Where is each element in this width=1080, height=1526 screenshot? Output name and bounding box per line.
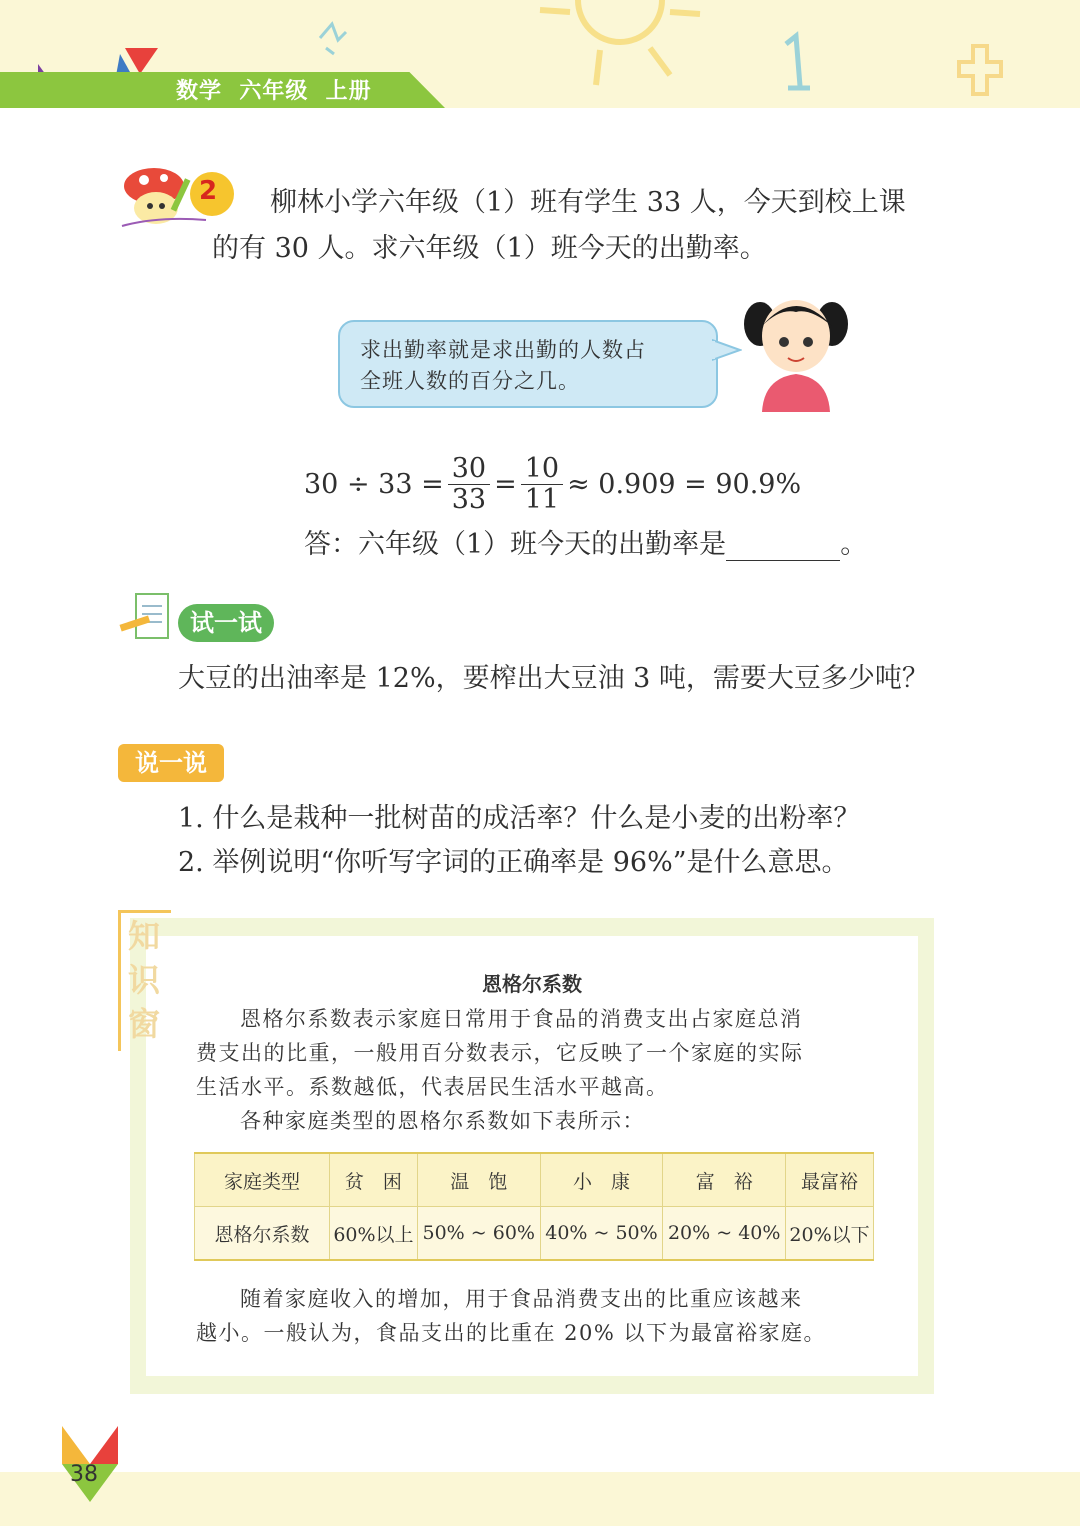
bubble-line2: 全班人数的百分之几。 xyxy=(360,369,580,393)
frac1-numerator: 30 xyxy=(448,454,490,485)
example-line1: 柳林小学六年级（1）班有学生 33 人，今天到校上课 xyxy=(270,187,906,218)
say-item-1: 1. 什么是栽种一批树苗的成活率？什么是小麦的出粉率？ xyxy=(178,803,861,834)
para3-line: 随着家庭收入的增加，用于食品消费支出的比重应该越来 xyxy=(240,1287,803,1311)
calc-lhs: 30 ÷ 33 = xyxy=(304,469,444,500)
frac2-denominator: 11 xyxy=(524,484,560,515)
calc-rest: ≈ 0.909 = 90.9% xyxy=(567,469,802,500)
table-header-cell: 最富裕 xyxy=(786,1153,874,1207)
say-badge: 说一说 xyxy=(118,744,224,782)
star-doodle-icon xyxy=(312,18,352,58)
table-row xyxy=(195,1207,874,1261)
header-title: 数学 六年级 上册 xyxy=(176,79,372,104)
knowledge-label-char: 知 xyxy=(127,917,160,955)
notebook-pencil-icon xyxy=(118,590,174,646)
calculation xyxy=(304,454,801,515)
para1-line: 费支出的比重，一般用百分数表示，它反映了一个家庭的实际 xyxy=(196,1041,804,1065)
table-cell: 20%以下 xyxy=(786,1207,874,1261)
table-header-row xyxy=(195,1153,874,1207)
girl-character-icon xyxy=(740,286,850,412)
fraction-10-11 xyxy=(521,454,563,515)
table-header-cell: 家庭类型 xyxy=(195,1153,330,1207)
para1-line: 生活水平。系数越低，代表居民生活水平越高。 xyxy=(196,1075,669,1099)
one-doodle-icon xyxy=(780,30,820,94)
sun-doodle-icon xyxy=(520,0,720,90)
try-question: 大豆的出油率是 12%，要榨出大豆油 3 吨，需要大豆多少吨？ xyxy=(178,663,929,694)
table-cell: 20% ~ 40% xyxy=(663,1207,786,1261)
table-cell: 40% ~ 50% xyxy=(540,1207,663,1261)
para3-line: 越小。一般认为，食品支出的比重在 20% 以下为最富裕家庭。 xyxy=(196,1321,827,1345)
plus-doodle-icon xyxy=(955,42,1005,98)
table-header-cell: 小 康 xyxy=(540,1153,663,1207)
knowledge-title: 恩格尔系数 xyxy=(482,972,582,996)
knowledge-para1 xyxy=(196,1002,804,1138)
page-number: 38 xyxy=(70,1462,98,1487)
bubble-line1: 求出勤率就是求出勤的人数占 xyxy=(360,338,646,362)
example-line2: 的有 30 人。求六年级（1）班今天的出勤率。 xyxy=(212,233,767,264)
knowledge-para3 xyxy=(196,1282,826,1350)
table-header-cell: 富 裕 xyxy=(663,1153,786,1207)
answer-blank[interactable] xyxy=(726,534,840,561)
para1-line: 恩格尔系数表示家庭日常用于食品的消费支出占家庭总消 xyxy=(240,1007,803,1031)
knowledge-label-char: 窗 xyxy=(127,1005,160,1043)
example-number: 2 xyxy=(198,176,218,206)
engel-table xyxy=(194,1152,874,1261)
table-cell: 恩格尔系数 xyxy=(195,1207,330,1261)
answer-suffix: 。 xyxy=(840,529,868,560)
bubble-tail xyxy=(712,336,742,366)
answer-line xyxy=(304,522,867,561)
knowledge-label-char: 识 xyxy=(127,961,160,999)
fraction-30-33 xyxy=(448,454,490,515)
frac1-denominator: 33 xyxy=(451,484,487,515)
table-cell: 60%以上 xyxy=(330,1207,418,1261)
para2-line: 各种家庭类型的恩格尔系数如下表所示： xyxy=(240,1109,645,1133)
try-badge: 试一试 xyxy=(178,604,274,642)
footer-band xyxy=(0,1472,1080,1526)
say-item-2: 2. 举例说明“你听写字词的正确率是 96%”是什么意思。 xyxy=(178,847,849,878)
calc-eq: = xyxy=(494,469,517,500)
table-header-cell: 温 饱 xyxy=(417,1153,540,1207)
table-header-cell: 贫 困 xyxy=(330,1153,418,1207)
bubble-text xyxy=(360,335,646,397)
answer-prefix: 答：六年级（1）班今天的出勤率是 xyxy=(304,529,727,560)
frac2-numerator: 10 xyxy=(521,454,563,485)
table-cell: 50% ~ 60% xyxy=(417,1207,540,1261)
